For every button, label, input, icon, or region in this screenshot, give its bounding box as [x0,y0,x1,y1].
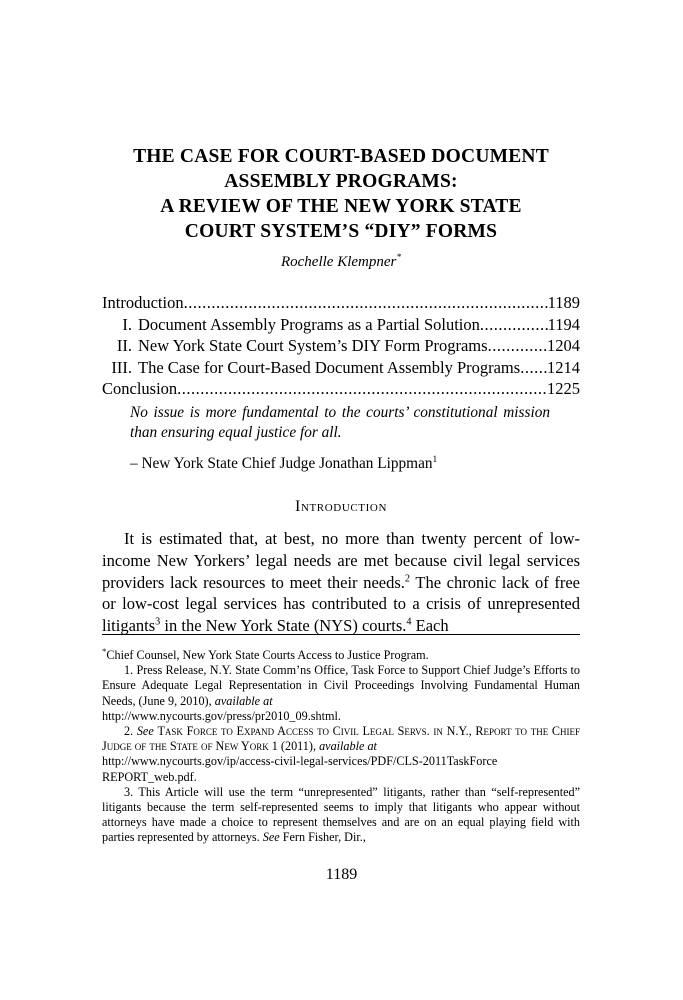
footnote-separator-rule [102,634,580,635]
section-heading-introduction: Introduction [295,498,387,515]
footnote-1-italic: available at [214,693,273,708]
author-footnote-marker: * [396,253,402,263]
footnote-3-text-1: This Article will use the term “unrepresented” litigants, rather than “self-represented” litigants because the term self-represented seems to imply that litigants who appear without attorneys have made a choice to represent themselves and are on an equal playing field with parties represented by attorneys. [102,784,580,845]
toc-page-number: 1189 [547,293,580,312]
toc-page-number: 1214 [547,357,580,377]
body-text-segment-4: Each [411,616,449,636]
footnote-star-marker: * [102,645,107,656]
toc-number: III. [111,357,132,377]
toc-entry-section-iii[interactable] [102,357,580,379]
footnote-2-see: See [136,724,154,739]
toc-leader-dots [480,314,548,336]
title-line-4: COURT SYSTEM’S “DIY” FORMS [184,221,498,242]
page-number: 1189 [325,866,358,883]
footnote-marker-3: 3 [155,616,161,628]
toc-page-number: 1225 [547,379,580,398]
body-paragraph [102,528,580,637]
footnote-2-italic: available at [319,739,377,754]
footnote-star [102,645,580,663]
toc-label: The Case for Court-Based Document Assembly Programs [138,357,521,377]
title-line-1: THE CASE FOR COURT-BASED DOCUMENT [133,146,549,167]
toc-label: Document Assembly Programs as a Partial Solution [138,314,480,334]
footnote-1-url[interactable]: http://www.nycourts.gov/press/pr2010_09.shtml. [102,708,341,723]
footnote-star-text: Chief Counsel, New York State Courts Access to Justice Program. [106,648,429,662]
footnotes-block [102,645,581,846]
toc-page-number: 1194 [547,314,580,334]
epigraph-block [102,403,580,474]
body-text-segment-3: in the New York State (NYS) courts. [160,616,407,636]
footnote-1-marker: 1. [124,663,134,678]
footnote-2-marker: 2. [124,724,134,739]
title-line-2: ASSEMBLY PROGRAMS: [224,171,458,192]
toc-entry-conclusion[interactable] [102,378,580,400]
author-byline [102,252,580,272]
toc-label: Introduction [102,293,184,312]
toc-number: II. [116,336,132,355]
article-title [102,144,580,244]
footnote-1-text: Press Release, N.Y. State Comm’ns Office, Task Force to Support Chief Judge’s Efforts to Ensure Adequate Legal Representation in Civil Proceedings Involving Fundamental Human Needs, (June 9, 2010), [102,663,580,708]
toc-label: New York State Court System’s DIY Form Programs [138,336,488,355]
author-name: Rochelle Klempner [280,254,397,270]
footnote-marker-4: 4 [406,616,412,628]
body-text-segment-1: It is estimated that, at best, no more than twenty percent of low-income New Yorkers’ legal needs are met because civil legal services providers lack resources to meet their needs. [102,529,580,592]
toc-number: I. [122,314,132,334]
footnote-2 [102,724,580,785]
footnote-marker-2: 2 [404,573,410,585]
footnote-3-see: See [262,830,280,845]
footnote-2-url[interactable]: http://www.nycourts.gov/ip/access-civil-legal-services/PDF/CLS-2011TaskForce REPORT_web.pdf. [102,754,498,784]
toc-entry-section-ii[interactable] [102,335,580,357]
toc-page-number: 1204 [547,336,580,355]
epigraph-attribution [130,454,580,474]
body-text-segment-2: The chronic lack of free or low-cost legal services has contributed to a crisis of unrepresented litigants [102,572,580,636]
toc-entry-section-i[interactable] [102,314,580,336]
epigraph-attribution-text: – New York State Chief Judge Jonathan Lippman [130,455,433,472]
footnote-1 [102,663,580,724]
footnote-2-smallcaps: Task Force to Expand Access to Civil Legal Servs. in N.Y., Report to the Chief Judge of the State of New York [102,724,581,754]
title-line-3: A REVIEW OF THE NEW YORK STATE [160,196,522,217]
toc-leader-dots [488,335,547,357]
toc-leader-dots [520,357,547,379]
footnote-3-marker: 3. [124,784,134,799]
toc-leader-dots [177,378,547,400]
footnote-3-text-2: Fern Fisher, Dir., [279,830,366,845]
epigraph-footnote-marker: 1 [432,454,438,465]
toc-entry-introduction[interactable] [102,292,580,314]
epigraph-quote: No issue is more fundamental to the courts’ constitutional mission than ensuring equal justice for all. [130,404,550,441]
table-of-contents [102,292,580,400]
toc-label: Conclusion [102,379,178,398]
toc-leader-dots [184,292,548,314]
footnote-3 [102,785,580,846]
footnote-2-text: 1 (2011), [268,739,320,754]
body-text [102,528,580,637]
